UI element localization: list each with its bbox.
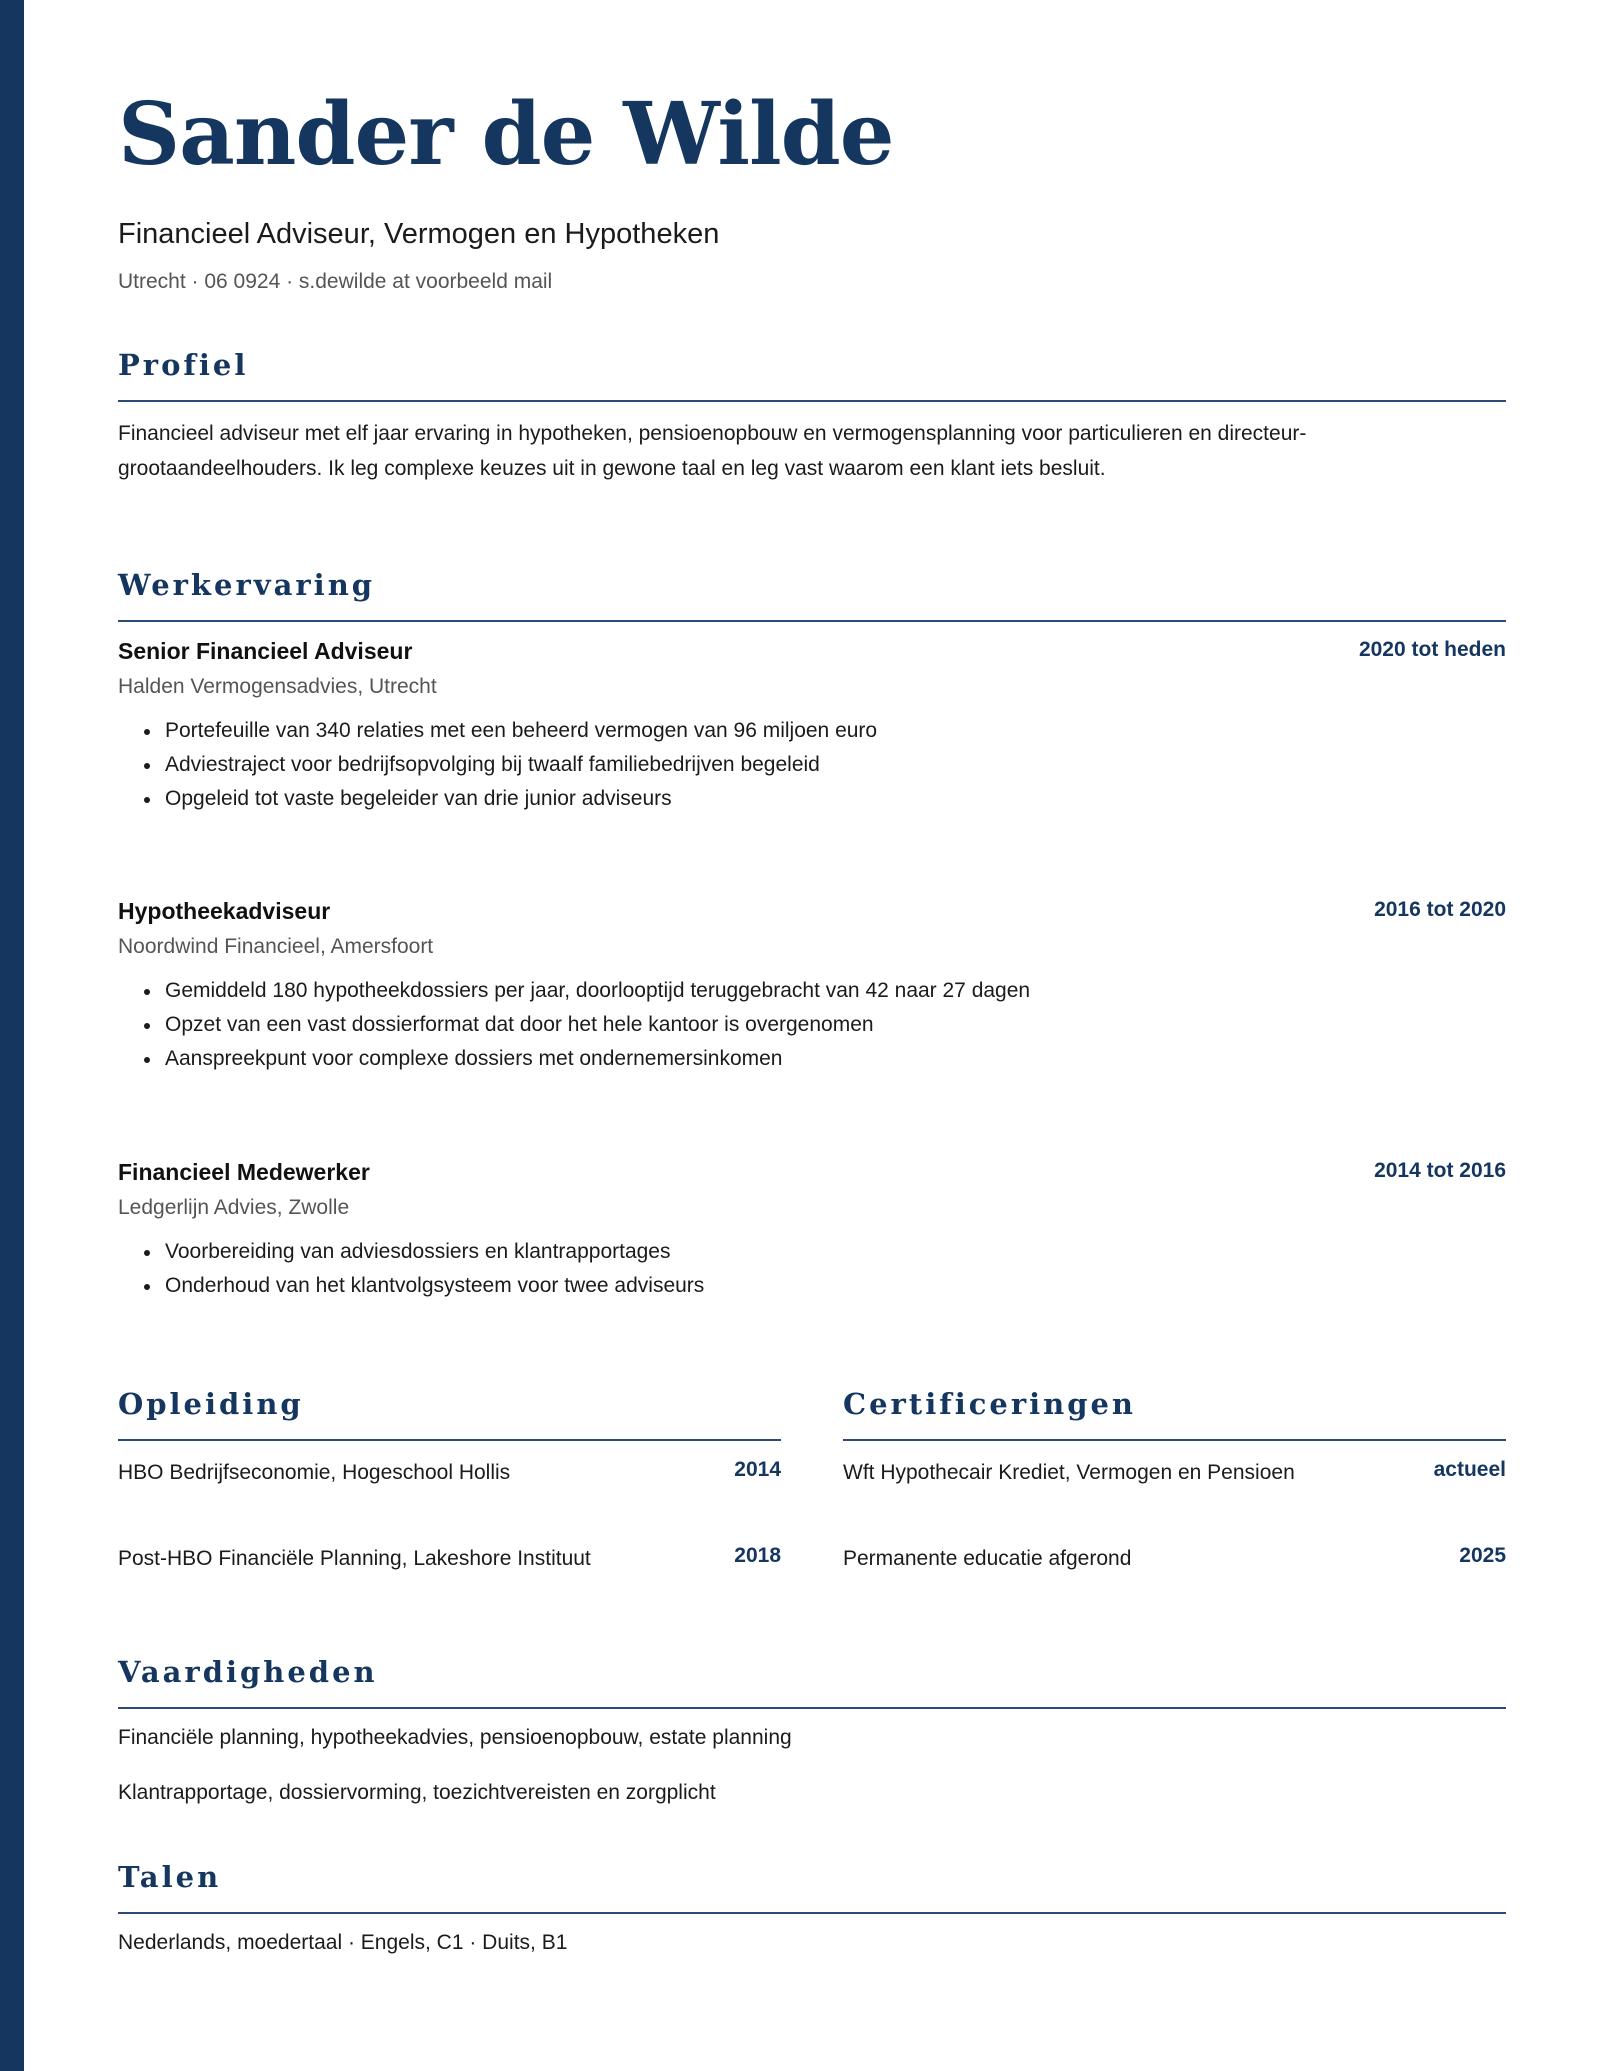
job-entry	[118, 638, 1506, 818]
languages-divider	[118, 1912, 1506, 1914]
certification-entry	[843, 1458, 1506, 1501]
job-dates: 2014 tot 2016	[1374, 1159, 1506, 1182]
certification-status: actueel	[1433, 1458, 1506, 1481]
job-role: Senior Financieel Adviseur	[118, 638, 413, 664]
certifications-column	[843, 1387, 1506, 1627]
job-role: Hypotheekadviseur	[118, 898, 331, 924]
candidate-name: Sander de Wilde	[118, 84, 894, 185]
experience-divider	[118, 620, 1506, 622]
job-bullet: Opgeleid tot vaste begeleider van drie junior adviseurs	[118, 782, 877, 816]
job-company: Halden Vermogensadvies, Utrecht	[118, 675, 437, 698]
education-name: Post-HBO Financiële Planning, Lakeshore Instituut	[118, 1547, 591, 1570]
education-divider	[118, 1439, 781, 1441]
candidate-title: Financieel Adviseur, Vermogen en Hypotheken	[118, 218, 720, 250]
job-company: Noordwind Financieel, Amersfoort	[118, 935, 434, 958]
skills-line: Klantrapportage, dossiervorming, toezichtvereisten en zorgplicht	[118, 1781, 716, 1804]
job-bullet: Voorbereiding van adviesdossiers en klantrapportages	[118, 1235, 704, 1269]
education-name: HBO Bedrijfseconomie, Hogeschool Hollis	[118, 1461, 511, 1484]
contact-line: Utrecht · 06 0924 · s.dewilde at voorbeeld mail	[118, 270, 553, 293]
job-bullet: Gemiddeld 180 hypotheekdossiers per jaar, doorlooptijd teruggebracht van 42 naar 27 dagen	[118, 974, 1030, 1008]
languages-heading: Talen	[118, 1860, 222, 1894]
job-dates: 2016 tot 2020	[1374, 898, 1506, 921]
experience-heading: Werkervaring	[118, 568, 376, 602]
job-company: Ledgerlijn Advies, Zwolle	[118, 1196, 350, 1219]
skills-divider	[118, 1707, 1506, 1709]
accent-sidebar	[0, 0, 24, 2071]
job-bullet: Onderhoud van het klantvolgsysteem voor twee adviseurs	[118, 1269, 704, 1303]
profile-heading: Profiel	[118, 348, 249, 382]
job-role: Financieel Medewerker	[118, 1159, 370, 1185]
education-entry	[118, 1458, 781, 1501]
job-bullet: Opzet van een vast dossierformat dat door het hele kantoor is overgenomen	[118, 1008, 1030, 1042]
job-entry	[118, 898, 1506, 1078]
job-bullets	[118, 1235, 704, 1303]
education-heading: Opleiding	[118, 1387, 304, 1421]
job-entry	[118, 1159, 1506, 1339]
education-column	[118, 1387, 781, 1627]
skills-line: Financiële planning, hypotheekadvies, pensioenopbouw, estate planning	[118, 1726, 792, 1749]
skills-heading: Vaardigheden	[118, 1655, 378, 1689]
profile-text: Financieel adviseur met elf jaar ervaring in hypotheken, pensioenopbouw en vermogensplanning voor particulieren en directeur-grootaandeelhouders. Ik leg complexe keuzes uit in gewone taal en leg vast waarom een klant iets besluit.	[118, 422, 1307, 480]
job-bullets	[118, 714, 877, 816]
certification-name: Permanente educatie afgerond	[843, 1547, 1132, 1570]
job-bullet: Adviestraject voor bedrijfsopvolging bij twaalf familiebedrijven begeleid	[118, 748, 877, 782]
education-year: 2014	[734, 1458, 781, 1481]
job-bullet: Portefeuille van 340 relaties met een beheerd vermogen van 96 miljoen euro	[118, 714, 877, 748]
certification-entry	[843, 1544, 1506, 1587]
languages-text: Nederlands, moedertaal · Engels, C1 · Duits, B1	[118, 1931, 568, 1954]
education-year: 2018	[734, 1544, 781, 1567]
profile-divider	[118, 400, 1506, 402]
certifications-heading: Certificeringen	[843, 1387, 1137, 1421]
certification-year: 2025	[1459, 1544, 1506, 1567]
education-entry	[118, 1544, 781, 1587]
job-dates: 2020 tot heden	[1358, 638, 1506, 661]
job-bullet: Aanspreekpunt voor complexe dossiers met ondernemersinkomen	[118, 1042, 1030, 1076]
job-bullets	[118, 974, 1030, 1076]
certification-name: Wft Hypothecair Krediet, Vermogen en Pensioen	[843, 1461, 1295, 1484]
certifications-divider	[843, 1439, 1506, 1441]
